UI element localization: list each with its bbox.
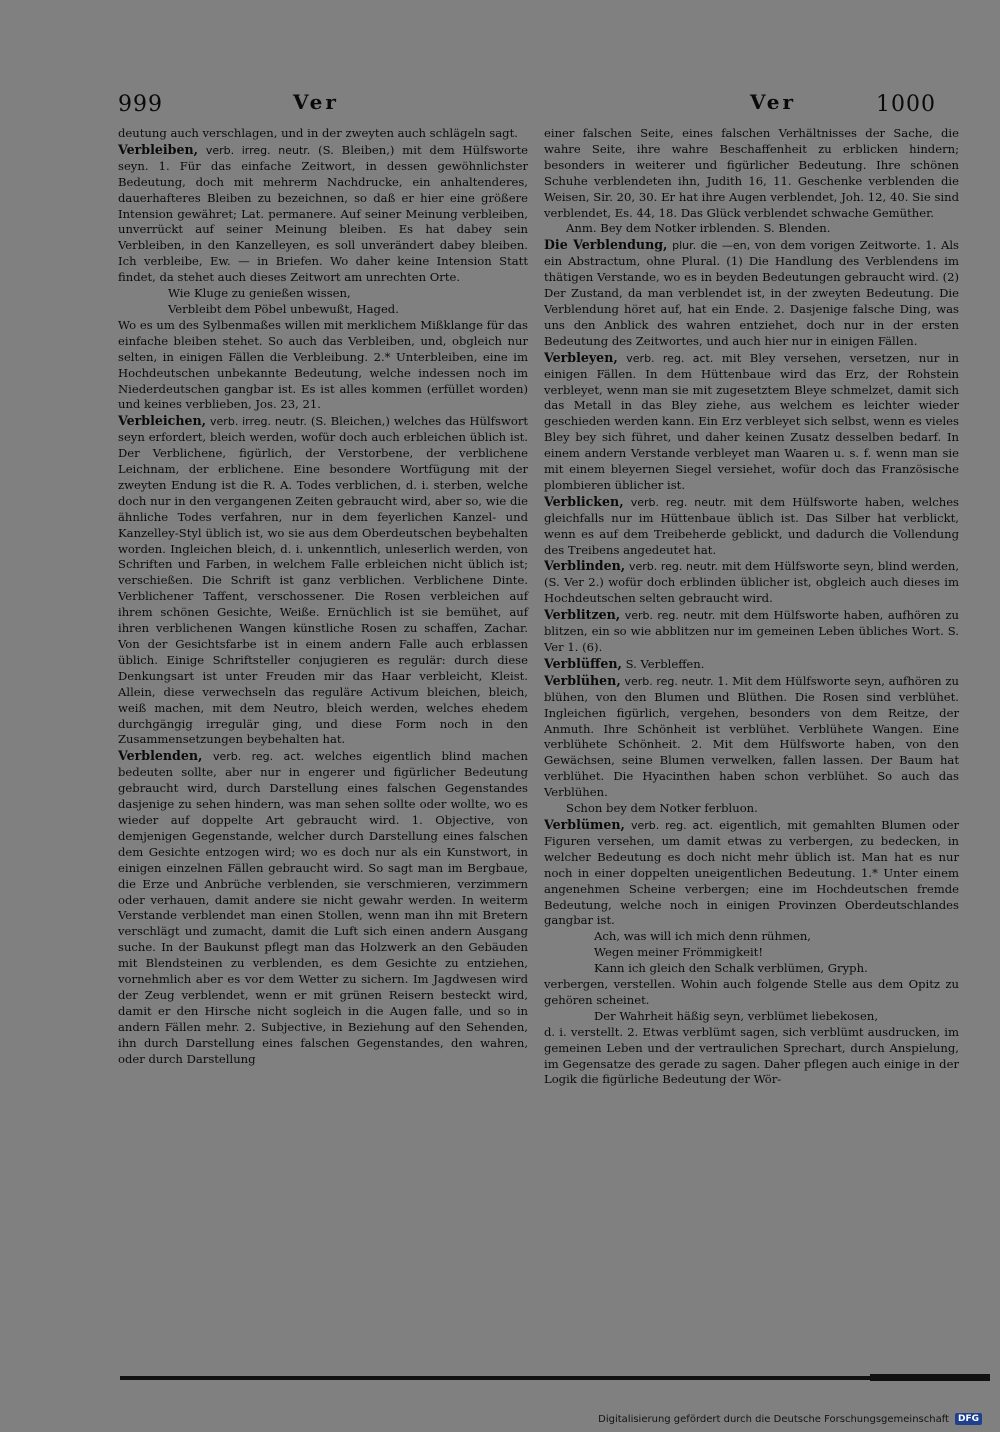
entry-continuation: [544, 126, 959, 221]
entry-continuation: [118, 318, 528, 413]
etymology-note: Schon bey dem Notker ferbluon.: [566, 801, 758, 816]
headword: Verblicken,: [544, 493, 624, 509]
dictionary-entry: [544, 817, 959, 929]
headword: Verblümen,: [544, 816, 625, 832]
headword: Verbleyen,: [544, 349, 618, 365]
definition-text: mit dem Hülfsworte haben, aufhören zu blitzen, ein so wie abblitzen nur im gemeinen Leben übliches Wort. S. Ver 1. (6).: [544, 608, 960, 654]
definition-text: Wo es um des Sylbenmaßes willen mit merklichem Mißklange für das einfache bleiben stehet. So auch das Verbleiben, und, obgleich nur selten, in einigen Fällen die Verbleibung. 2.* Unterbleiben, eine im Hochdeutschen unbekannte Bedeutung, welche indessen noch im Niederdeutschen gangbar ist. Es ist alles kommen (erfüllet worden) und keines verblieben, Jos. 23, 21.: [118, 317, 528, 412]
headword: Verblitzen,: [544, 607, 621, 623]
headword: Die Verblendung,: [544, 237, 668, 253]
definition-text: einer falschen Seite, eines falschen Verhältnisses der Sache, die wahre Seite, ihre wahre Beschaffenheit zu erblicken hindern; besonders in weiterer und figürlicher Bedeutung. Ihre schönen Schuhe verblendeten ihn, Judith 16, 11. Geschenke verblenden die Weisen, Sir. 20, 30. Er hat ihre Augen verblendet, Joh. 12, 40. Sie sind verblendet, Es. 44, 18. Das Glück verblendet schwache Gemüther.: [544, 126, 959, 220]
grammar-label: plur. die —en,: [672, 239, 751, 253]
verse-line: Kann ich gleich den Schalk verblümen, Gryph.: [594, 961, 868, 976]
entry-continuation: [544, 977, 959, 1009]
page-number-left: 999: [118, 92, 163, 117]
dictionary-entry: [118, 142, 528, 286]
grammar-label: verb. reg. neutr.: [630, 495, 727, 509]
grammar-label: verb. reg. act.: [626, 351, 714, 365]
grammar-label: verb. irreg. neutr.: [210, 415, 307, 429]
headword: Verblühen,: [544, 672, 621, 688]
bottom-rule: [120, 1376, 990, 1380]
definition-text: welches eigentlich blind machen bedeuten sollte, aber nur in engerer und figürlicher Bedeutung gebraucht wird, durch Darstellung eines falschen Gegenstandes dasjenige zu sehen hindern, was man sehen sollte oder wollte, wo es wieder auf doppelte Art gebraucht wird. 1. Objective, von demjenigen Gegenstande, welcher durch Darstellung eines falschen dem Gesichte entzogen wird; wo es doch nur als ein Kunstwort, in einigen einzelnen Fällen gebraucht wird. So sagt man im Bergbaue, die Erze und Anbrüche verblenden, sie verschmieren, verzimmern oder verhauen, damit andere sie nicht gewahr werden. In weiterm Verstande verblendet man einen Stollen, wenn man ihn mit Bretern verschlägt und zumacht, damit die Luft sich einen andern Ausgang suche. In der Baukunst pflegt man das Holzwerk an den Gebäuden mit Blendsteinen zu verblenden, es dem Gesichte zu entziehen, vornehmlich aber es vor dem Wetter zu sichern. Im Jagdwesen wird der Zeug verblendet, wenn er mit grünen Reisern besteckt wird, damit er den Hirsche nicht sogleich in die Augen falle, und so in andern Fällen mehr. 2. Subjective, in Beziehung auf den Sehenden, ihn durch Darstellung eines falschen Gegenstandes, den wahren, oder durch Darstellung: [118, 749, 528, 1066]
definition-text: d. i. verstellt. 2. Etwas verblümt sagen, sich verblümt ausdrucken, im gemeinen Leben und der vertraulichen Sprechart, durch Anspielung, im Gegensatze des gerade zu sagen. Daher pflegen auch einige in der Logik die figürliche Bedeutung der Wör-: [544, 1024, 959, 1087]
page-header: [118, 88, 936, 124]
headword: Verblinden,: [544, 558, 626, 574]
dictionary-entry: [544, 673, 959, 801]
dictionary-entry: [544, 237, 959, 349]
verse-line: Verbleibt dem Pöbel unbewußt, Haged.: [168, 301, 399, 316]
grammar-label: verb. irreg. neutr.: [205, 143, 311, 157]
definition-text: 1. Mit dem Hülfsworte seyn, aufhören zu blühen, von den Blumen und Blüthen. Die Rosen sind verblühet. Ingleichen figürlich, vergehen, besonders von dem Reitze, der Anmuth. Ihre Schönheit ist verblühet. Verblühete Wangen. Eine verblühete Schönheit. 2. Mit dem Hülfsworte haben, von den Gewächsen, seine Blumen verwelken, fallen lassen. Der Baum hat verblühet. Die Hyacinthen haben schon verblühet. So auch das Verblühen.: [544, 673, 959, 800]
dictionary-entry: [544, 656, 959, 673]
dictionary-entry: [544, 607, 959, 656]
headword: Verblüffen,: [544, 655, 622, 671]
verse-line: Wie Kluge zu genießen wissen,: [168, 286, 351, 301]
grammar-label: verb. reg. act.: [212, 750, 305, 764]
verse-line: Wegen meiner Frömmigkeit!: [594, 945, 763, 960]
entry-continuation: [544, 1025, 959, 1089]
definition-text: verbergen, verstellen. Wohin auch folgende Stelle aus dem Opitz zu gehören scheinet.: [544, 977, 959, 1007]
footer-credit: Digitalisierung gefördert durch die Deutsche Forschungsgemeinschaft: [598, 1413, 949, 1425]
dictionary-entry: [544, 350, 959, 494]
grammar-label: verb. reg. neutr.: [624, 609, 716, 623]
dictionary-entry: [118, 748, 528, 1067]
headword: Verblenden,: [118, 748, 203, 764]
entry-continuation: [118, 126, 528, 142]
definition-text: mit Bley versehen, versetzen, nur in einigen Fällen. In dem Hüttenbaue wird das Erz, der Rohstein verbleyet, wenn man sie mit zugesetztem Bleye schmelzet, damit sich das Metall in das Bley ziehe, aus welchem es leichter wieder geschieden werden kann. Ein Erz verbleyet sich selbst, wenn es vieles Bley bey sich führet, und daher keinen Zusatz desselben bedarf. In einem andern Verstande verbleyet man Waaren u. s. f. wenn man sie mit einem bleyernen Siegel versiehet, wofür doch das Französische plombieren üblicher ist.: [544, 350, 959, 492]
right-text-column: [544, 126, 959, 1088]
dictionary-entry: [118, 413, 528, 748]
grammar-label: verb. reg. neutr.: [624, 674, 714, 688]
verse-line: Ach, was will ich mich denn rühmen,: [594, 929, 811, 944]
headword: Verbleiben,: [118, 141, 199, 157]
definition-text: eigentlich, mit gemahlten Blumen oder Figuren versehen, um damit etwas zu verbergen, zu bedecken, in welcher Bedeutung es doch nicht mehr üblich ist. Man hat es nur noch in einer doppelten uneigentlichen Bedeutung. 1.* Unter einem angenehmen Scheine verbergen; eine im Hochdeutschen fremde Bedeutung, welche noch in einigen Provinzen Oberdeutschlandes gangbar ist.: [544, 817, 959, 928]
etymology-note: Anm. Bey dem Notker irblenden. S. Blenden.: [566, 221, 831, 236]
dfg-logo-icon: DFG: [955, 1413, 982, 1425]
running-head-right: Ver: [750, 90, 796, 114]
verse-line: Der Wahrheit häßig seyn, verblümet liebekosen,: [594, 1008, 879, 1023]
dictionary-entry: [544, 494, 959, 559]
grammar-label: verb. reg. neutr.: [628, 560, 719, 574]
definition-text: mit dem Hülfsworte seyn, blind werden, (S. Ver 2.) wofür doch erblinden üblicher ist, obgleich auch dieses im Hochdeutschen selten gebraucht wird.: [544, 559, 960, 606]
definition-text: deutung auch verschlagen, und in der zweyten auch schlägeln sagt.: [118, 126, 518, 140]
grammar-label: verb. reg. act.: [630, 818, 714, 832]
definition-text: mit dem Hülfsworte haben, welches gleichfalls nur im Hüttenbaue üblich ist. Das Silber hat verblickt, wenn es auf dem Treibeherde geblickt, und dadurch die Vollendung des Treibens angedeutet hat.: [544, 494, 960, 557]
footer: [598, 1413, 982, 1425]
definition-text: S. Verbleffen.: [625, 656, 705, 671]
definition-text: (S. Bleichen,) welches das Hülfswort seyn erfordert, bleich werden, wofür doch auch erbleichen üblich ist. Der Verblichene, figürlich, der Verstorbene, der verblichene Leichnam, der erblichene. Eine besondere Wortfügung mit der zweyten Endung ist die R. A. Todes verblichen, d. i. sterben, welche doch nur in den vergangenen Zeiten gebraucht wird, aber so, wie die ähnliche Todes verfahren, nur in dem feyerlichen Kanzel- und Kanzelley-Styl üblich ist, wo sie aus dem Oberdeutschen beybehalten worden. Ingleichen bleich, d. i. unkenntlich, unleserlich werden, von Schriften und Farben, in welchem Falle erbleichen nicht üblich ist; verschießen. Die Schrift ist ganz verblichen. Verblichene Dinte. Verblichener Taffent, verschossener. Die Rosen verbleichen auf ihrem schönen Gesichte, Weiße. Ernüchlich ist sie bemühet, auf ihren verblichenen Wangen künstliche Rosen zu schaffen, Zachar. Von der Gesichtsfarbe ist in einem andern Falle auch erblassen üblich. Einige Schriftsteller conjugieren es regulär: durch diese Denkungsart ist unter Freuden mir das Haar verbleicht, Kleist. Allein, diese verwechseln das reguläre Activum bleichen, bleich, weiß machen, mit dem Neutro, bleich werden, welches ehedem durchgängig irregulär ging, und diese Form noch in den Zusammensetzungen beybehalten hat.: [118, 414, 529, 747]
headword: Verbleichen,: [118, 413, 207, 429]
running-head-left: Ver: [293, 90, 339, 114]
left-text-column: [118, 126, 528, 1067]
page-number-right: 1000: [876, 92, 936, 117]
definition-text: von dem vorigen Zeitworte. 1. Als ein Abstractum, ohne Plural. (1) Die Handlung des Verblendens im thätigen Verstande, wo es in beyden Bedeutungen gebraucht wird. (2) Der Zustand, da man verblendet ist, in der zweyten Bedeutung. Die Verblendung höret auf, hat ein Ende. 2. Dasjenige falsche Ding, was uns den Anblick des wahren entziehet, doch nur in der ersten Bedeutung des Zeitwortes, und auch hier nur in einigen Fällen.: [544, 238, 959, 348]
dictionary-entry: [544, 558, 959, 607]
definition-text: (S. Bleiben,) mit dem Hülfsworte seyn. 1. Für das einfache Zeitwort, in dessen gewöhnlichster Bedeutung, doch mit mehrerm Nachdrucke, ein anhaltenderes, dauerhafteres Bleiben zu bezeichnen, so daß er hier eine größere Intension gewähret; Lat. permanere. Auf seiner Meinung verbleiben, unverrückt auf seiner Meinung bleiben. Es hat dabey sein Verbleiben, in den Kanzelleyen, es soll unverändert dabey bleiben. Ich verbleibe, Ew. — in Briefen. Wo daher keine Intension Statt findet, da stehet auch dieses Zeitwort am unrechten Orte.: [118, 142, 528, 285]
